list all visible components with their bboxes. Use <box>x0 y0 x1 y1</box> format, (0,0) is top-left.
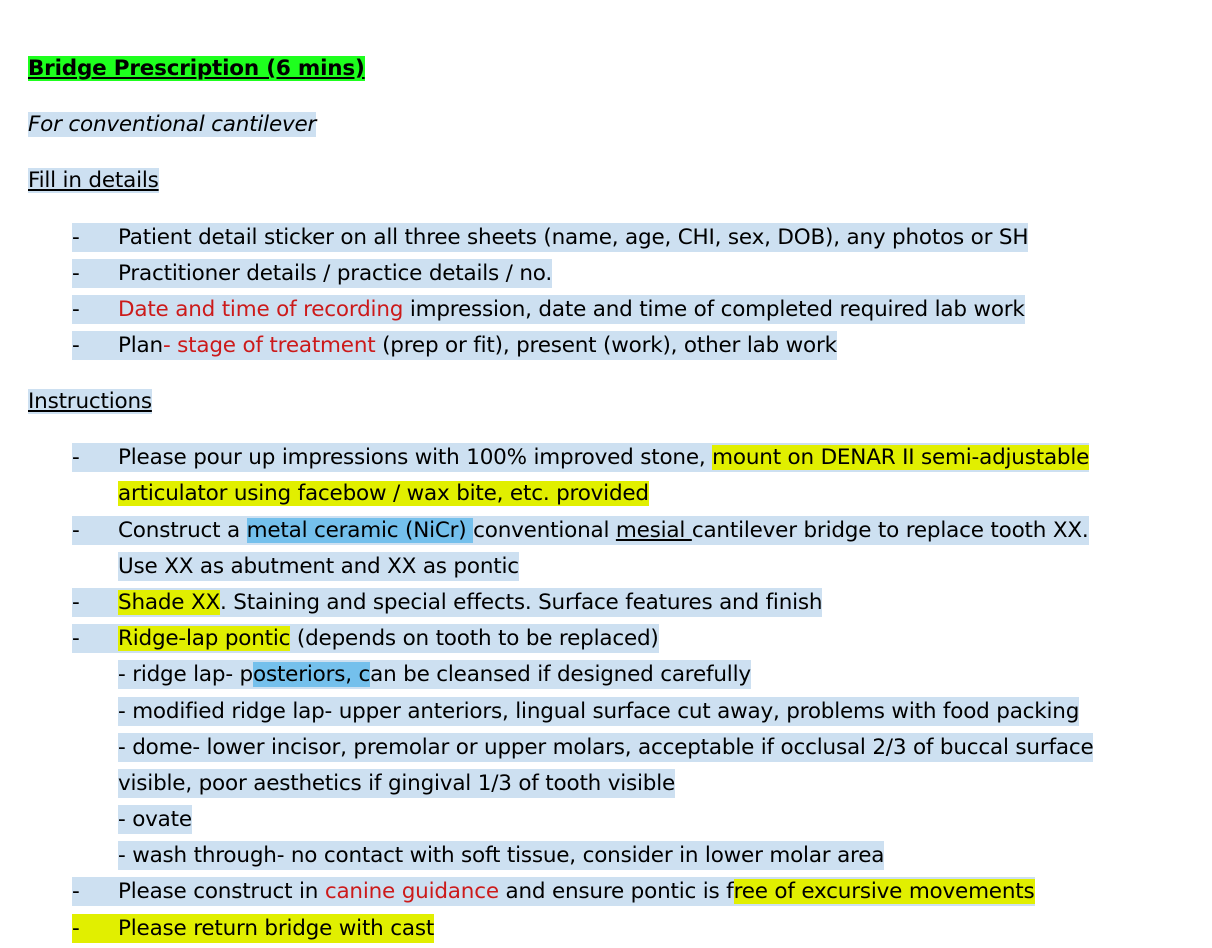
list-item-patient <box>82 223 1028 252</box>
item-text: Please construct in <box>118 879 325 904</box>
item-text: Patient detail sticker on all three sheets (name, age, CHI, sex, DOB), any photos or SH <box>118 225 1029 250</box>
item-text-highlight: Shade XX <box>118 590 221 615</box>
item-text: cantilever bridge to replace tooth XX. <box>691 518 1089 543</box>
item-text-red: canine guidance <box>324 879 499 904</box>
bullet-dash: - <box>72 295 82 324</box>
bullet-dash: - <box>72 588 82 617</box>
list-item-construct-cont <box>118 552 519 581</box>
item-text-blue: metal ceramic (NiCr) <box>246 518 474 543</box>
sub-item-dome-cont <box>118 769 675 798</box>
item-text: and ensure pontic is f <box>498 879 734 904</box>
item-text-underline: mesial <box>615 518 692 543</box>
bullet-dash: - <box>72 331 82 360</box>
list-item-ridge <box>82 624 659 653</box>
bullet-dash: - <box>72 877 82 906</box>
item-text: Plan <box>118 333 163 358</box>
sub-item-ovate <box>118 805 192 834</box>
item-text: - ovate <box>118 807 192 832</box>
item-text: - modified ridge lap- upper anteriors, lingual surface cut away, problems with food packing <box>118 699 1080 724</box>
item-text: an be cleansed if designed carefully <box>370 662 751 687</box>
item-text: Practitioner details / practice details / no. <box>118 261 552 286</box>
item-text-red: - stage of treatment <box>162 333 376 358</box>
page-title <box>28 54 365 83</box>
item-text: - wash through- no contact with soft tissue, consider in lower molar area <box>118 843 885 868</box>
item-text-blue: osteriors, c <box>253 662 371 687</box>
item-text-highlight: ree of excursive movements <box>733 879 1035 904</box>
list-item-pour <box>82 443 1089 472</box>
bullet-dash: - <box>72 443 82 472</box>
instructions-heading-text: Instructions <box>28 389 152 414</box>
bullet-dash: - <box>72 914 82 943</box>
sub-item-wash-through <box>118 841 884 870</box>
item-text: visible, poor aesthetics if gingival 1/3 of tooth visible <box>118 771 676 796</box>
item-text: Construct a <box>118 518 247 543</box>
bullet-dash: - <box>72 624 82 653</box>
title-text: Bridge Prescription (6 mins) <box>28 56 365 81</box>
item-text: - dome- lower incisor, premolar or upper molars, acceptable if occlusal 2/3 of buccal surface <box>118 735 1094 760</box>
list-item-pour-cont <box>118 479 649 508</box>
item-text-highlight: articulator using facebow / wax bite, etc. provided <box>118 481 649 506</box>
bullet-dash: - <box>72 516 82 545</box>
subtitle <box>28 110 316 139</box>
item-text: (prep or fit), present (work), other lab work <box>375 333 837 358</box>
fill-in-heading-text: Fill in details <box>28 168 159 193</box>
list-item-canine <box>82 877 1035 906</box>
sub-item-modified-ridge-lap <box>118 697 1079 726</box>
instructions-heading <box>28 387 152 416</box>
item-text-highlight: Please return bridge with cast <box>118 916 435 941</box>
item-text: Please pour up impressions with 100% improved stone, <box>118 445 713 470</box>
item-text-highlight: mount on DENAR II semi-adjustable <box>712 445 1090 470</box>
subtitle-text: For conventional cantilever <box>28 112 317 137</box>
item-text: . Staining and special effects. Surface features and finish <box>220 590 823 615</box>
item-text: Use XX as abutment and XX as pontic <box>118 554 519 579</box>
list-item-shade <box>82 588 822 617</box>
bullet-dash: - <box>72 259 82 288</box>
list-item-date <box>82 295 1025 324</box>
fill-in-heading <box>28 166 159 195</box>
list-item-plan <box>82 331 837 360</box>
item-text: conventional <box>473 518 616 543</box>
item-text: (depends on tooth to be replaced) <box>290 626 659 651</box>
list-item-practitioner <box>82 259 552 288</box>
sub-item-dome <box>118 733 1093 762</box>
item-text-red: Date and time of recording <box>118 297 404 322</box>
item-text: - ridge lap- p <box>118 662 253 687</box>
sub-item-ridge-lap <box>118 660 751 689</box>
list-item-construct <box>82 516 1089 545</box>
item-text: impression, date and time of completed required lab work <box>403 297 1025 322</box>
bullet-dash: - <box>72 223 82 252</box>
item-text-highlight: Ridge-lap pontic <box>118 626 291 651</box>
list-item-return <box>82 914 434 943</box>
